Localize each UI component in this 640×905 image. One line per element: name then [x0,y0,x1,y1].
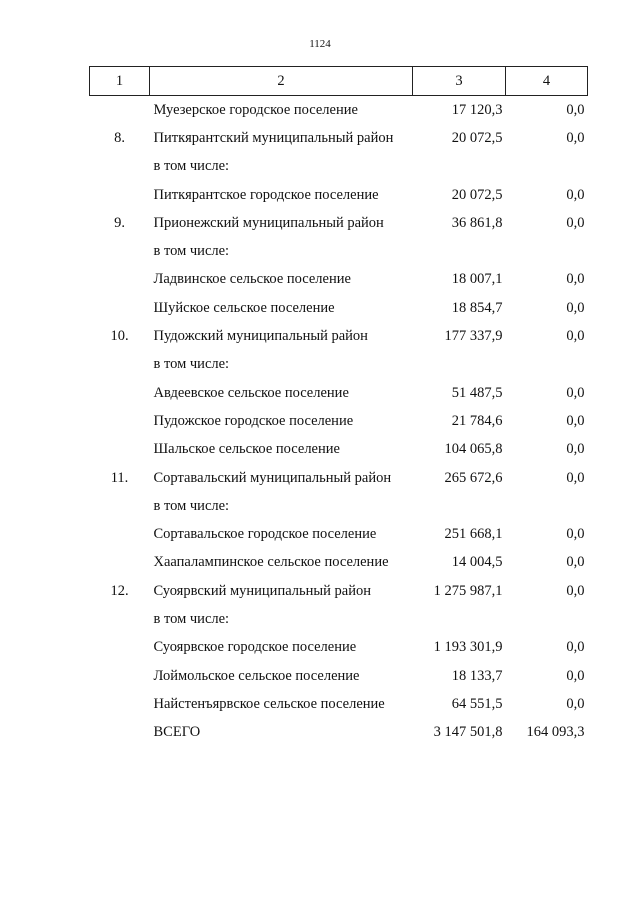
row-name: Прионежский муниципальный район [153,214,384,231]
row-value-col4: 0,0 [566,582,585,599]
row-name: в том числе: [153,497,230,514]
row-value-col3: 17 120,3 [451,101,503,118]
table-row [90,605,588,633]
row-name: в том числе: [153,610,230,627]
row-name: Суоярвское городское поселение [153,639,357,656]
row-value-col3 [413,351,506,379]
table-row [90,436,588,464]
row-name: Пудожский муниципальный район [153,328,368,345]
table-header [90,67,588,96]
row-number: 10. [110,328,129,345]
table-row [90,266,588,294]
row-value-col3: 20 072,5 [451,186,503,203]
row-value-col4 [506,605,588,633]
row-value-col4: 0,0 [566,384,585,401]
row-name: Суоярвский муниципальный район [153,582,371,599]
header-col-2: 2 [150,67,413,96]
row-value-col4 [506,351,588,379]
table-row [90,237,588,265]
table-body [90,96,588,747]
row-number [90,379,150,407]
row-number [90,407,150,435]
header-row [90,67,588,96]
table-row [90,719,588,747]
row-value-col3 [413,153,506,181]
table-row [90,153,588,181]
row-value-col4: 0,0 [566,526,585,543]
table-row [90,96,588,125]
table-row [90,577,588,605]
header-col-1: 1 [90,67,150,96]
table-row [90,690,588,718]
row-value-col4 [506,153,588,181]
row-value-col4: 164 093,3 [526,724,585,741]
row-name: в том числе: [153,243,230,260]
header-col-3: 3 [413,67,506,96]
table-row [90,634,588,662]
row-value-col4 [506,492,588,520]
table-row [90,294,588,322]
table-row [90,181,588,209]
row-value-col4: 0,0 [566,129,585,146]
row-name: Ладвинское сельское поселение [153,271,351,288]
row-value-col4: 0,0 [566,554,585,571]
row-value-col4: 0,0 [566,469,585,486]
row-value-col4: 0,0 [566,412,585,429]
row-name: в том числе: [153,158,230,175]
row-value-col4: 0,0 [566,695,585,712]
row-number [90,96,150,125]
row-number [90,266,150,294]
row-value-col3 [413,237,506,265]
row-number [90,294,150,322]
row-value-col3: 265 672,6 [444,469,503,486]
row-value-col3: 14 004,5 [451,554,503,571]
row-number [90,181,150,209]
table-row [90,124,588,152]
row-number [90,520,150,548]
row-value-col3: 1 275 987,1 [433,582,503,599]
row-name: Авдеевское сельское поселение [153,384,349,401]
row-value-col3: 177 337,9 [444,328,503,345]
row-number [90,605,150,633]
row-name: Лоймольское сельское поселение [153,667,360,684]
row-name: Питкярантское городское поселение [153,186,379,203]
row-value-col4: 0,0 [566,214,585,231]
table-row [90,379,588,407]
row-value-col4 [506,237,588,265]
table-row [90,322,588,350]
row-name: Шальское сельское поселение [153,441,340,458]
row-value-col4: 0,0 [566,667,585,684]
row-value-col3: 21 784,6 [451,412,503,429]
row-number [90,719,150,747]
row-name: Муезерское городское поселение [153,101,358,118]
row-name: в том числе: [153,356,230,373]
row-value-col4: 0,0 [566,441,585,458]
row-name: Сортавальское городское поселение [153,526,377,543]
row-value-col4: 0,0 [566,186,585,203]
row-value-col3: 51 487,5 [451,384,503,401]
row-number [90,492,150,520]
row-number [90,549,150,577]
row-value-col4: 0,0 [566,271,585,288]
row-value-col3: 64 551,5 [451,695,503,712]
table-row [90,209,588,237]
header-col-4: 4 [506,67,588,96]
row-number: 8. [114,129,125,146]
row-name: Шуйское сельское поселение [153,299,335,316]
row-value-col3: 18 133,7 [451,667,503,684]
row-name: Хаапалампинское сельское поселение [153,554,389,571]
row-name: Пудожское городское поселение [153,412,354,429]
row-number [90,436,150,464]
row-value-col4: 0,0 [566,639,585,656]
table-row [90,351,588,379]
row-value-col3: 18 007,1 [451,271,503,288]
budget-table [89,66,588,747]
row-value-col4: 0,0 [566,299,585,316]
row-value-col3: 1 193 301,9 [433,639,503,656]
table-row [90,549,588,577]
row-value-col3: 36 861,8 [451,214,503,231]
row-number [90,351,150,379]
row-value-col3: 251 668,1 [444,526,503,543]
table-row [90,520,588,548]
row-value-col3: 18 854,7 [451,299,503,316]
row-number [90,634,150,662]
row-name: Питкярантский муниципальный район [153,129,394,146]
row-value-col3 [413,492,506,520]
row-value-col3 [413,605,506,633]
row-value-col3: 20 072,5 [451,129,503,146]
row-number [90,237,150,265]
row-value-col4: 0,0 [566,328,585,345]
table-row [90,662,588,690]
row-number: 9. [114,214,125,231]
row-number [90,153,150,181]
row-number [90,662,150,690]
row-value-col3: 3 147 501,8 [433,724,503,741]
table-row [90,464,588,492]
row-name: Найстенъярвское сельское поселение [153,695,385,712]
table-row [90,407,588,435]
row-name: Сортавальский муниципальный район [153,469,392,486]
page-number: 1124 [309,38,331,50]
row-number: 12. [110,582,129,599]
table-row [90,492,588,520]
row-value-col3: 104 065,8 [444,441,503,458]
row-name: ВСЕГО [153,724,201,741]
row-number [90,690,150,718]
row-value-col4: 0,0 [566,101,585,118]
row-number: 11. [110,469,129,486]
